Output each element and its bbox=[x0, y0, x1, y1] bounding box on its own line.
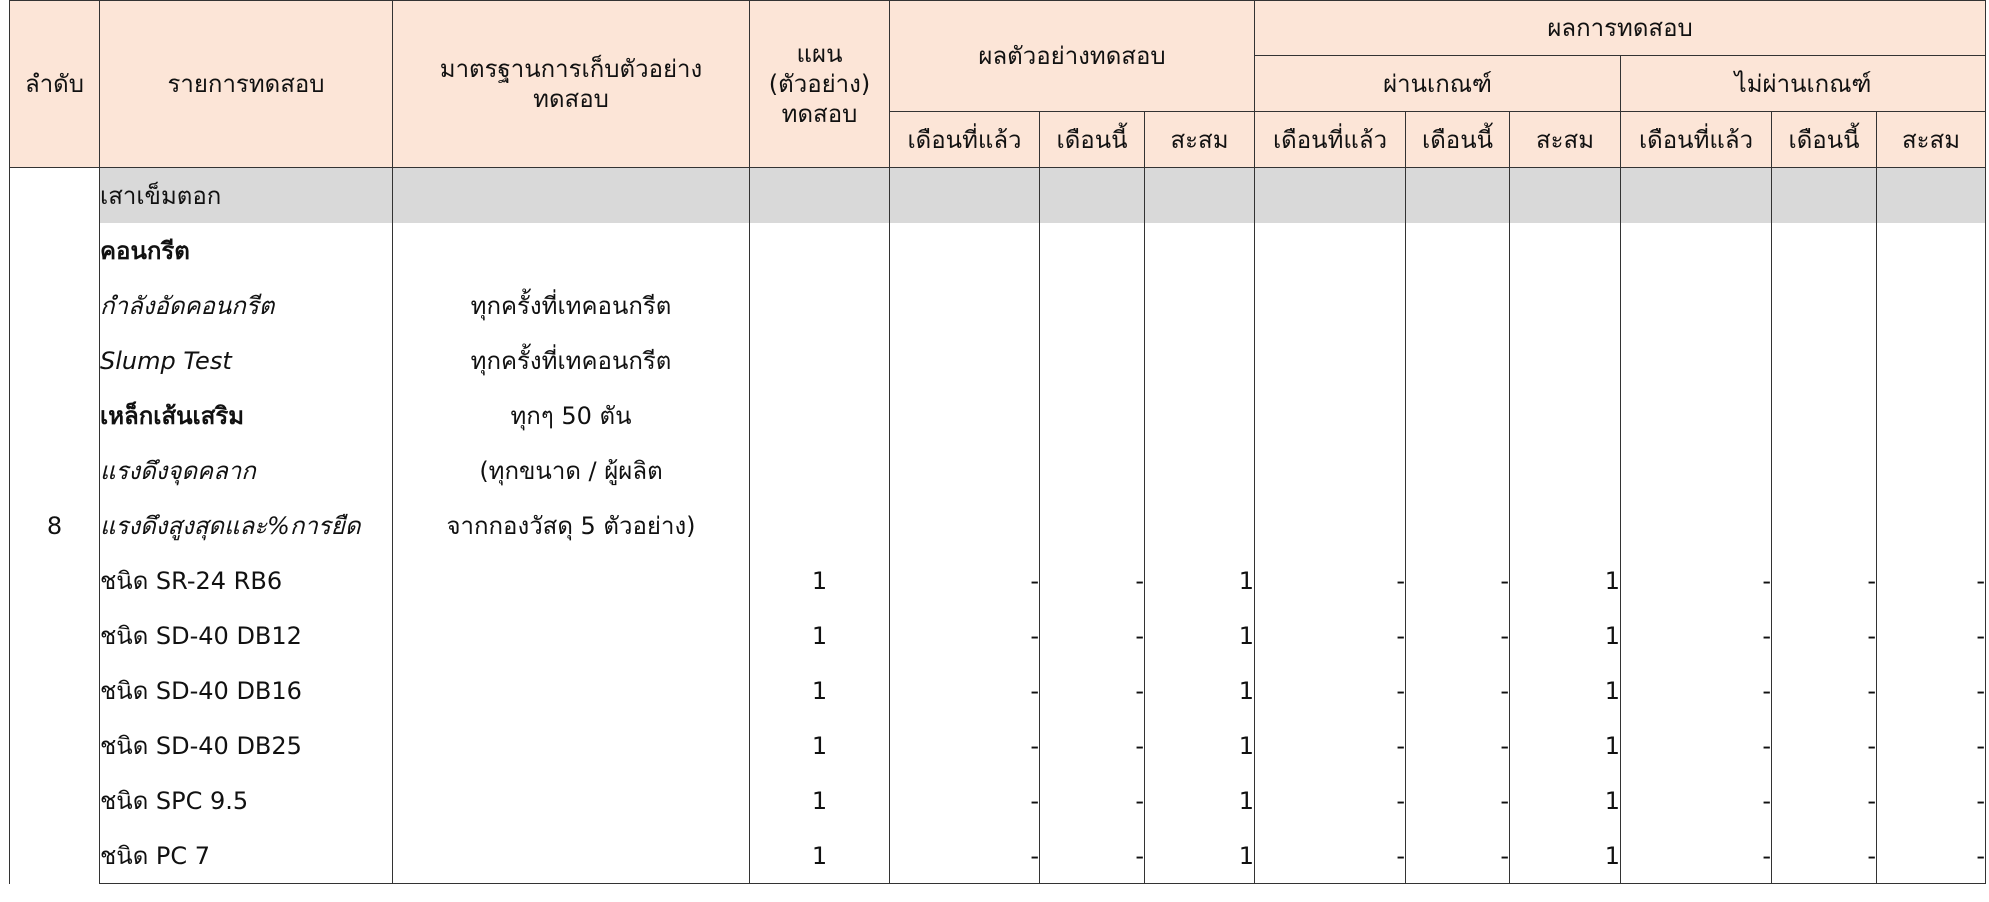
type-row bbox=[10, 718, 1986, 773]
header-pass-this-month: เดือนนี้ bbox=[1406, 112, 1510, 168]
type-label: ชนิด SD-40 DB12 bbox=[100, 608, 393, 663]
sample-last-month: - bbox=[890, 663, 1040, 718]
header-fail-last-month: เดือนที่แล้ว bbox=[1621, 112, 1772, 168]
category-row bbox=[10, 168, 1986, 224]
test-item-label: เหล็กเส้นเสริม bbox=[100, 388, 393, 443]
pass-this-month: - bbox=[1406, 773, 1510, 828]
test-item-label: คอนกรีต bbox=[100, 223, 393, 278]
plan-value: 1 bbox=[750, 773, 890, 828]
sample-cumulative: 1 bbox=[1145, 608, 1255, 663]
pass-cumulative: 1 bbox=[1510, 608, 1621, 663]
fail-this-month: - bbox=[1772, 663, 1877, 718]
fail-cumulative: - bbox=[1877, 773, 1986, 828]
plan-value: 1 bbox=[750, 663, 890, 718]
type-row bbox=[10, 828, 1986, 884]
header-pass: ผ่านเกณฑ์ bbox=[1255, 56, 1621, 112]
pass-cumulative: 1 bbox=[1510, 828, 1621, 884]
sample-this-month: - bbox=[1040, 828, 1145, 884]
type-label: ชนิด SD-40 DB16 bbox=[100, 663, 393, 718]
table-body bbox=[10, 168, 1986, 884]
fail-this-month: - bbox=[1772, 773, 1877, 828]
pass-last-month: - bbox=[1255, 828, 1406, 884]
fail-cumulative: - bbox=[1877, 718, 1986, 773]
type-label: ชนิด SR-24 RB6 bbox=[100, 553, 393, 608]
test-item-row bbox=[10, 333, 1986, 388]
header-sample-this-month: เดือนนี้ bbox=[1040, 112, 1145, 168]
pass-last-month: - bbox=[1255, 608, 1406, 663]
fail-last-month: - bbox=[1621, 663, 1772, 718]
type-row bbox=[10, 553, 1986, 608]
fail-cumulative: - bbox=[1877, 828, 1986, 884]
sample-last-month: - bbox=[890, 718, 1040, 773]
sample-last-month: - bbox=[890, 553, 1040, 608]
header-sample-last-month: เดือนที่แล้ว bbox=[890, 112, 1040, 168]
sampling-standard: จากกองวัสดุ 5 ตัวอย่าง) bbox=[393, 498, 750, 553]
header-plan: แผน (ตัวอย่าง) ทดสอบ bbox=[750, 1, 890, 168]
test-item-label: แรงดึงสูงสุดและ%การยืด bbox=[100, 498, 393, 553]
header-standard: มาตรฐานการเก็บตัวอย่างทดสอบ bbox=[393, 1, 750, 168]
header-fail-cumulative: สะสม bbox=[1877, 112, 1986, 168]
sampling-standard: (ทุกขนาด / ผู้ผลิต bbox=[393, 443, 750, 498]
header-sample-cumulative: สะสม bbox=[1145, 112, 1255, 168]
fail-last-month: - bbox=[1621, 718, 1772, 773]
type-row bbox=[10, 773, 1986, 828]
fail-last-month: - bbox=[1621, 553, 1772, 608]
sample-this-month: - bbox=[1040, 718, 1145, 773]
pass-this-month: - bbox=[1406, 663, 1510, 718]
plan-value: 1 bbox=[750, 828, 890, 884]
sample-this-month: - bbox=[1040, 608, 1145, 663]
category-label: เสาเข็มตอก bbox=[100, 168, 393, 224]
test-item-label: Slump Test bbox=[100, 333, 393, 388]
sample-last-month: - bbox=[890, 608, 1040, 663]
type-label: ชนิด SPC 9.5 bbox=[100, 773, 393, 828]
plan-value: 1 bbox=[750, 718, 890, 773]
test-item-row bbox=[10, 278, 1986, 333]
sample-this-month: - bbox=[1040, 553, 1145, 608]
test-item-row bbox=[10, 388, 1986, 443]
sample-cumulative: 1 bbox=[1145, 773, 1255, 828]
pass-this-month: - bbox=[1406, 828, 1510, 884]
table-header bbox=[10, 1, 1986, 168]
sample-this-month: - bbox=[1040, 663, 1145, 718]
type-row bbox=[10, 608, 1986, 663]
fail-cumulative: - bbox=[1877, 608, 1986, 663]
fail-this-month: - bbox=[1772, 608, 1877, 663]
fail-last-month: - bbox=[1621, 773, 1772, 828]
header-seq: ลำดับ bbox=[10, 1, 100, 168]
pass-cumulative: 1 bbox=[1510, 553, 1621, 608]
pass-this-month: - bbox=[1406, 553, 1510, 608]
pass-last-month: - bbox=[1255, 773, 1406, 828]
test-item-label: แรงดึงจุดคลาก bbox=[100, 443, 393, 498]
fail-this-month: - bbox=[1772, 718, 1877, 773]
sample-cumulative: 1 bbox=[1145, 718, 1255, 773]
sequence-number: 8 bbox=[10, 168, 100, 884]
plan-value: 1 bbox=[750, 608, 890, 663]
sampling-standard: ทุกครั้งที่เทคอนกรีต bbox=[393, 333, 750, 388]
type-row bbox=[10, 663, 1986, 718]
type-label: ชนิด SD-40 DB25 bbox=[100, 718, 393, 773]
header-test-results: ผลการทดสอบ bbox=[1255, 1, 1986, 56]
sample-last-month: - bbox=[890, 828, 1040, 884]
test-item-row bbox=[10, 443, 1986, 498]
header-item: รายการทดสอบ bbox=[100, 1, 393, 168]
header-pass-last-month: เดือนที่แล้ว bbox=[1255, 112, 1406, 168]
header-sample-results: ผลตัวอย่างทดสอบ bbox=[890, 1, 1255, 112]
pass-this-month: - bbox=[1406, 608, 1510, 663]
test-item-row bbox=[10, 223, 1986, 278]
fail-cumulative: - bbox=[1877, 553, 1986, 608]
fail-this-month: - bbox=[1772, 828, 1877, 884]
pass-cumulative: 1 bbox=[1510, 718, 1621, 773]
header-pass-cumulative: สะสม bbox=[1510, 112, 1621, 168]
pass-last-month: - bbox=[1255, 663, 1406, 718]
fail-this-month: - bbox=[1772, 553, 1877, 608]
pass-last-month: - bbox=[1255, 553, 1406, 608]
fail-cumulative: - bbox=[1877, 663, 1986, 718]
type-label: ชนิด PC 7 bbox=[100, 828, 393, 884]
plan-value: 1 bbox=[750, 553, 890, 608]
sample-cumulative: 1 bbox=[1145, 828, 1255, 884]
header-fail: ไม่ผ่านเกณฑ์ bbox=[1621, 56, 1986, 112]
pass-cumulative: 1 bbox=[1510, 663, 1621, 718]
sample-cumulative: 1 bbox=[1145, 663, 1255, 718]
sample-cumulative: 1 bbox=[1145, 553, 1255, 608]
sample-last-month: - bbox=[890, 773, 1040, 828]
pass-this-month: - bbox=[1406, 718, 1510, 773]
test-item-label: กำลังอัดคอนกรีต bbox=[100, 278, 393, 333]
pass-cumulative: 1 bbox=[1510, 773, 1621, 828]
fail-last-month: - bbox=[1621, 828, 1772, 884]
sampling-standard: ทุกๆ 50 ตัน bbox=[393, 388, 750, 443]
test-results-table bbox=[9, 0, 1986, 884]
fail-last-month: - bbox=[1621, 608, 1772, 663]
test-item-row bbox=[10, 498, 1986, 553]
pass-last-month: - bbox=[1255, 718, 1406, 773]
sampling-standard bbox=[393, 223, 750, 278]
header-fail-this-month: เดือนนี้ bbox=[1772, 112, 1877, 168]
sampling-standard: ทุกครั้งที่เทคอนกรีต bbox=[393, 278, 750, 333]
sample-this-month: - bbox=[1040, 773, 1145, 828]
